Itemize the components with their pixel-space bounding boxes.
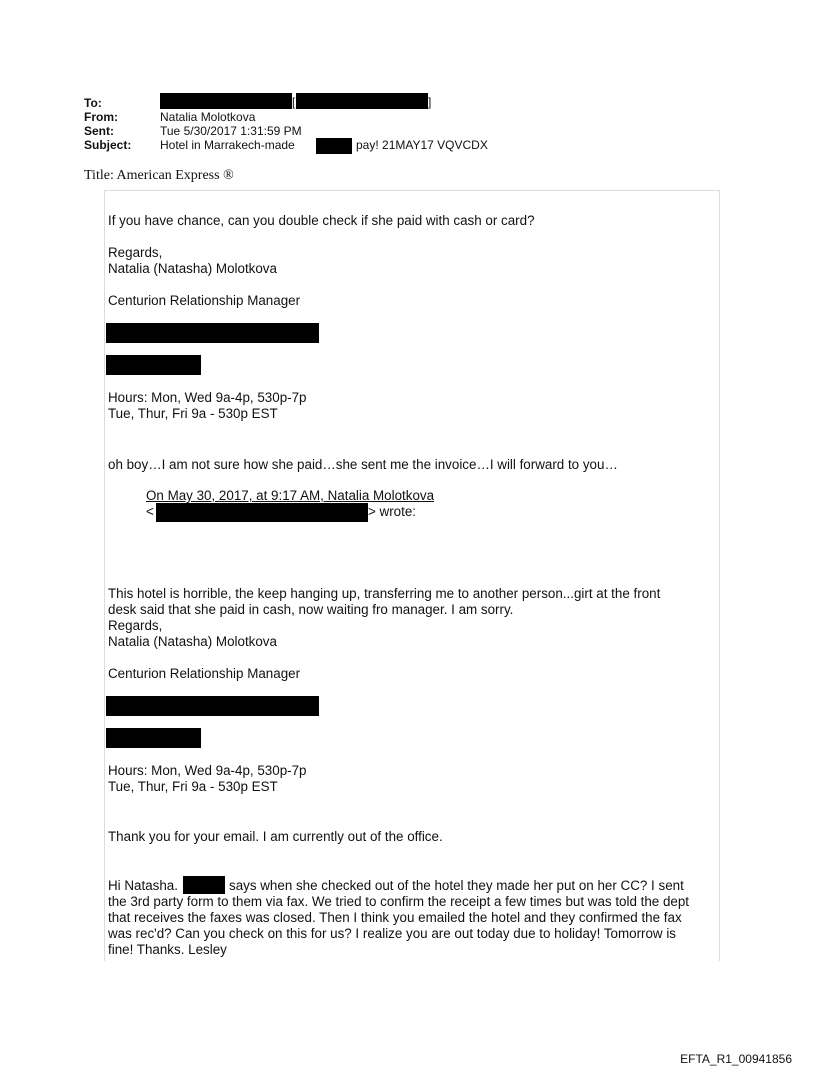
hi-line-5: fine! Thanks. Lesley [108,942,227,957]
to-label: To: [84,96,102,110]
redaction-to-name [160,93,292,109]
from-label: From: [84,110,118,124]
redaction-contact-2a [106,696,319,716]
redaction-hi-name [183,876,225,894]
quote-intro: On May 30, 2017, at 9:17 AM, Natalia Molotkova [146,488,435,503]
signature-role-1: Centurion Relationship Manager [108,293,301,308]
quote-lt: < [146,504,154,519]
hi-line-2: the 3rd party form to them via fax. We tried to confirm the receipt a few times but was told the dept [108,894,690,909]
out-of-office-line: Thank you for your email. I am currently out of the office. [108,829,443,844]
quote-wrote: > wrote: [368,504,417,519]
reply-line: oh boy…I am not sure how she paid…she sent me the invoice…I will forward to you… [108,457,618,472]
hours-1a: Hours: Mon, Wed 9a-4p, 530p-7p [108,390,307,405]
document-id-footer: EFTA_R1_00941856 [680,1052,792,1066]
from-value: Natalia Molotkova [160,110,256,124]
hi-line-3: that receives the faxes was closed. Then I think you emailed the hotel and they confirmed the fax [108,910,682,925]
signature-name-1: Natalia (Natasha) Molotkova [108,261,277,276]
body-line-chance: If you have chance, can you double check if she paid with cash or card? [108,213,535,228]
redaction-to-email [296,93,428,109]
sent-value: Tue 5/30/2017 1:31:59 PM [160,124,302,138]
hotel-line-1: This hotel is horrible, the keep hanging up, transferring me to another person...girt at the front [108,586,661,601]
redaction-subject [316,138,352,154]
hotel-line-2: desk said that she paid in cash, now waiting fro manager. I am sorry. [108,602,514,617]
sent-label: Sent: [84,124,114,138]
hours-1b: Tue, Thur, Fri 9a - 530p EST [108,406,278,421]
signature-role-2: Centurion Relationship Manager [108,666,301,681]
hi-line-1a: Hi Natasha. [108,878,178,893]
regards-2: Regards, [108,618,163,633]
redaction-contact-2b [106,728,201,748]
redaction-contact-1a [106,323,319,343]
to-bracket-close: ] [428,95,432,109]
subject-label: Subject: [84,138,132,152]
hi-line-4: was rec'd? Can you check on this for us? I realize you are out today due to holiday! Tomorrow is [108,926,676,941]
title-line: Title: American Express ® [84,168,234,183]
redaction-contact-1b [106,355,201,375]
redaction-quote-email [156,503,368,522]
subject-part1: Hotel in Marrakech-made [160,138,295,152]
hours-2a: Hours: Mon, Wed 9a-4p, 530p-7p [108,763,307,778]
signature-name-2: Natalia (Natasha) Molotkova [108,634,277,649]
regards-1: Regards, [108,245,163,260]
to-bracket-open: [ [292,95,296,109]
hi-line-1b: says when she checked out of the hotel they made her put on her CC? I sent [229,878,684,893]
hours-2b: Tue, Thur, Fri 9a - 530p EST [108,779,278,794]
subject-part2: pay! 21MAY17 VQVCDX [356,138,488,152]
